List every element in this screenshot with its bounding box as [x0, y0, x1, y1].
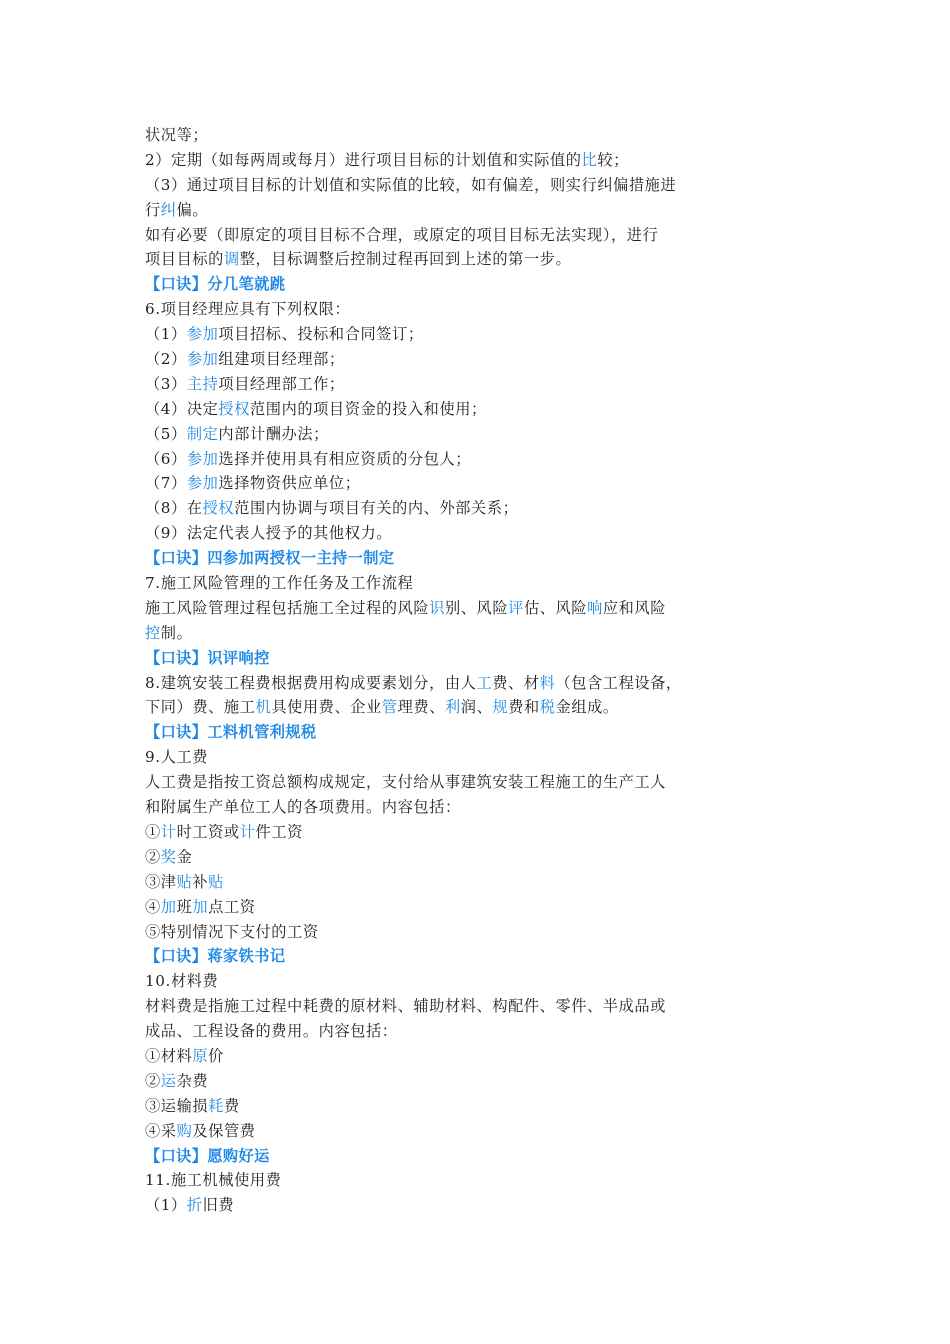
text-line	[145, 471, 745, 496]
highlighted-text: 工	[476, 673, 493, 692]
text-line	[145, 223, 745, 248]
text-segment: 费、材	[492, 673, 540, 692]
text-segment: ②	[145, 847, 161, 866]
highlighted-text: 授权	[218, 399, 250, 418]
text-segment: 【口诀】分几笔就跳	[145, 275, 286, 294]
text-segment: （5）	[145, 424, 187, 443]
text-line	[145, 895, 745, 920]
text-segment: 9.人工费	[145, 748, 209, 767]
text-segment: 下同）费、施工	[145, 698, 256, 717]
text-line	[145, 820, 745, 845]
text-segment: （6）	[145, 449, 187, 468]
text-segment: ②	[145, 1071, 161, 1090]
text-segment: 选择物资供应单位；	[218, 474, 361, 493]
text-segment: 【口诀】工料机管利规税	[145, 723, 317, 742]
highlighted-text: 购	[176, 1121, 193, 1140]
text-line	[145, 994, 745, 1019]
highlighted-text: 税	[539, 698, 556, 717]
text-segment: 内部计酬办法；	[218, 424, 329, 443]
text-segment: 时工资或	[176, 822, 240, 841]
highlighted-text: 原	[192, 1046, 209, 1065]
highlighted-text: 贴	[176, 872, 193, 891]
text-line	[145, 671, 745, 696]
text-segment: 6.项目经理应具有下列权限：	[145, 300, 351, 319]
text-segment: 旧费	[202, 1196, 235, 1215]
text-segment: 【口诀】识评响控	[145, 648, 270, 667]
text-segment: 2）定期（如每两周或每月）进行项目目标的计划值和实际值的	[145, 150, 582, 169]
highlighted-text: 参加	[186, 449, 219, 468]
text-segment: 11.施工机械使用费	[145, 1171, 282, 1190]
highlighted-text: 评	[508, 598, 524, 617]
text-segment: 【口诀】四参加两授权一主持一制定	[145, 549, 395, 568]
text-segment: 范围内的项目资金的投入和使用；	[250, 399, 487, 418]
mnemonic-heading	[145, 546, 745, 571]
highlighted-text: 管	[381, 698, 398, 717]
text-segment: 应和风险	[602, 598, 667, 617]
text-segment: 成品、工程设备的费用。内容包括：	[145, 1022, 398, 1041]
text-segment: 10.材料费	[145, 972, 219, 991]
text-segment: 状况等；	[145, 126, 209, 144]
text-segment: （1）	[145, 325, 187, 344]
text-segment: ①材料	[145, 1046, 193, 1065]
text-line	[145, 1019, 745, 1044]
text-segment: ③运输损	[145, 1096, 209, 1115]
highlighted-text: 控	[145, 623, 161, 642]
text-line	[145, 148, 745, 173]
text-segment: 估、风险	[523, 598, 588, 617]
text-line	[145, 795, 745, 820]
text-line	[145, 571, 745, 596]
highlighted-text: 运	[160, 1071, 177, 1090]
highlighted-text: 耗	[208, 1096, 224, 1115]
text-line	[145, 447, 745, 472]
text-segment: （3）	[145, 374, 187, 393]
text-segment: 7.施工风险管理的工作任务及工作流程	[145, 574, 414, 593]
text-segment: 项目目标的	[145, 250, 224, 269]
text-segment: 项目招标、投标和合同签订；	[218, 325, 424, 344]
text-segment: 杂费	[176, 1071, 209, 1090]
text-segment: 费	[223, 1096, 240, 1115]
text-segment: 班	[176, 897, 193, 916]
text-line	[145, 1044, 745, 1069]
text-segment: 【口诀】愿购好运	[145, 1146, 270, 1165]
text-line	[145, 745, 745, 770]
text-segment: 金组成。	[555, 698, 619, 717]
highlighted-text: 参加	[186, 350, 219, 369]
highlighted-text: 比	[581, 150, 598, 169]
text-segment: 如有必要（即原定的项目目标不合理，或原定的项目目标无法实现），进行	[145, 225, 659, 244]
text-line	[145, 920, 745, 945]
text-segment: 范围内协调与项目有关的内、外部关系；	[234, 499, 519, 518]
highlighted-text: 主持	[186, 374, 219, 393]
highlighted-text: 奖	[160, 847, 177, 866]
text-segment: 偏。	[176, 200, 209, 219]
highlighted-text: 加	[160, 897, 177, 916]
highlighted-text: 制定	[186, 424, 219, 443]
text-segment: ④	[145, 897, 161, 916]
text-line	[145, 372, 745, 397]
text-segment: 施工风险管理过程包括施工全过程的风险	[145, 598, 430, 617]
highlighted-text: 识	[429, 598, 445, 617]
text-line	[145, 123, 745, 148]
text-line	[145, 1168, 745, 1193]
text-segment: （包含工程设备，	[555, 673, 682, 692]
text-segment: （1）	[145, 1196, 187, 1215]
text-segment: 行	[145, 200, 161, 219]
text-segment: 具使用费、企业	[271, 698, 382, 717]
text-segment: 选择并使用具有相应资质的分包人；	[218, 449, 472, 468]
mnemonic-heading	[145, 944, 745, 969]
text-segment: 和附属生产单位工人的各项费用。内容包括：	[145, 798, 461, 817]
highlighted-text: 计	[239, 822, 256, 841]
text-line	[145, 969, 745, 994]
text-segment: 点工资	[208, 897, 256, 916]
text-segment: （4）决定	[145, 399, 219, 418]
text-segment: 8.建筑安装工程费根据费用构成要素划分，由人	[145, 673, 477, 692]
mnemonic-heading	[145, 272, 745, 297]
highlighted-text: 机	[255, 698, 272, 717]
highlighted-text: 料	[539, 673, 556, 692]
text-segment: 人工费是指按工资总额构成规定，支付给从事建筑安装工程施工的生产工人	[145, 773, 666, 792]
highlighted-text: 计	[160, 822, 177, 841]
text-line	[145, 322, 745, 347]
highlighted-text: 规	[492, 698, 509, 717]
mnemonic-heading	[145, 720, 745, 745]
text-line	[145, 770, 745, 795]
text-segment: 较；	[597, 150, 629, 169]
text-line	[145, 1119, 745, 1144]
text-segment: 组建项目经理部；	[218, 350, 345, 369]
text-line	[145, 845, 745, 870]
highlighted-text: 纠	[160, 200, 177, 219]
text-line	[145, 173, 745, 198]
text-line	[145, 695, 745, 720]
text-segment: 及保管费	[192, 1121, 256, 1140]
text-line	[145, 621, 745, 646]
text-line	[145, 1069, 745, 1094]
text-line	[145, 870, 745, 895]
document-page	[145, 123, 745, 1218]
text-segment: 价	[208, 1046, 224, 1065]
text-segment: ①	[145, 822, 161, 841]
text-line	[145, 397, 745, 422]
text-segment: ④采	[145, 1121, 177, 1140]
text-line	[145, 297, 745, 322]
text-segment: 制。	[160, 623, 193, 642]
highlighted-text: 加	[192, 897, 209, 916]
highlighted-text: 折	[186, 1196, 203, 1215]
highlighted-text: 参加	[186, 474, 219, 493]
mnemonic-heading	[145, 646, 745, 671]
text-line	[145, 496, 745, 521]
text-segment: ③津	[145, 872, 177, 891]
text-segment: 理费、	[397, 698, 445, 717]
text-line	[145, 247, 745, 272]
text-segment: 【口诀】蒋家铁书记	[145, 947, 286, 966]
highlighted-text: 参加	[186, 325, 219, 344]
text-segment: （7）	[145, 474, 187, 493]
text-segment: 材料费是指施工过程中耗费的原材料、辅助材料、构配件、零件、半成品或	[145, 997, 666, 1016]
mnemonic-heading	[145, 1144, 745, 1169]
text-line	[145, 347, 745, 372]
text-segment: ⑤特别情况下支付的工资	[145, 922, 319, 941]
highlighted-text: 授权	[202, 499, 235, 518]
text-segment: 润、	[460, 698, 493, 717]
text-line	[145, 1193, 745, 1218]
text-line	[145, 596, 745, 621]
text-segment: 金	[176, 847, 193, 866]
highlighted-text: 贴	[208, 872, 224, 891]
text-segment: 件工资	[255, 822, 303, 841]
text-line	[145, 422, 745, 447]
text-line	[145, 521, 745, 546]
text-segment: （3）通过项目目标的计划值和实际值的比较，如有偏差，则实行纠偏措施进	[145, 175, 677, 194]
text-line	[145, 1094, 745, 1119]
text-segment: 别、风险	[444, 598, 509, 617]
highlighted-text: 调	[223, 250, 240, 269]
text-line	[145, 198, 745, 223]
highlighted-text: 利	[445, 698, 461, 717]
text-segment: （2）	[145, 350, 187, 369]
text-segment: 补	[192, 872, 209, 891]
text-segment: 整，目标调整后控制过程再回到上述的第一步。	[239, 250, 572, 269]
text-segment: 费和	[508, 698, 540, 717]
highlighted-text: 响	[587, 598, 603, 617]
text-segment: （9）法定代表人授予的其他权力。	[145, 524, 393, 543]
text-segment: 项目经理部工作；	[218, 374, 345, 393]
text-segment: （8）在	[145, 499, 203, 518]
